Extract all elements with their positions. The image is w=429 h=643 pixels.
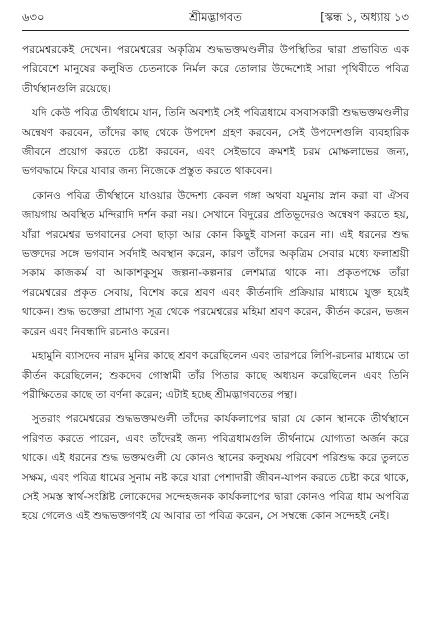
paragraph: সুতরাং পরমেশ্বরের শুদ্ধভক্তমণ্ডলী তাঁদের কার্যকলাপের দ্বারা যে কোন স্থানকে তীর্থস্থানে পরিণত করতে পারেন, এবং তাঁদেরই জন্য পবিত্রধামগুলি তীর্থনামে যোগ্যতা অর্জন করে থাকে। এই ধরনের শুদ্ধ ভক্তমণ্ডলী যে কোনও স্থানের কলুষময় পরিবেশ পরিশুদ্ধ করে তুলতে সক্ষম, এবং পবিত্র ধামের সুনাম নষ্ট করে যারা পেশাদারী জীবন-যাপন করতে চেষ্টা করে থাকে, সেই সমস্ত স্বার্থ-সংশ্লিষ্ট লোকেদের সন্দেহজনক কার্যকলাপের দ্বারা কোনও পবিত্র ধাম অপবিত্র হয়ে গেলেও এই শুদ্ধভক্তগণই যে আবার তা পবিত্র করেন, সে সম্বন্ধে কোন সন্দেহই নেই। <box>22 413 409 523</box>
book-page <box>0 4 429 643</box>
paragraph: যদি কেউ পবিত্র তীর্থধামে যান, তিনি অবশ্যই সেই পবিত্রধামে বসবাসকারী শুদ্ধভক্তমণ্ডলীর অন্বেষণ করবেন, তাঁদের কাছ থেকে উপদেশ গ্রহণ করবেন, সেই উপদেশগুলি ব্যবহারিক জীবনে প্রয়োগ করতে চেষ্টা করবেন, এবং সেইভাবে ক্রমশই চরম মোক্ষলাভের জন্য, ভগবদ্ধামে ফিরে যাবার জন্য নিজেকে প্রস্তুত করতে থাকবেন। <box>22 107 409 178</box>
body-text <box>22 41 409 527</box>
section-reference: [স্কন্ধ ১, অধ্যায় ১৩ <box>320 10 409 24</box>
paragraph: কোনও পবিত্র তীর্থস্থানে যাওয়ার উদ্দেশ্য কেবল গঙ্গা অথবা যমুনায় স্নান করা বা ঐসব জায়গায় অবস্থিত মন্দিরাদি দর্শন করা নয়। সেখানে বিদুরের প্রতিভূদেরও অন্বেষণ করতে হয়, যাঁরা পরমেশ্বর ভগবানের সেবা ছাড়া আর কোন কিছুই বাসনা করেন না। এই ধরনের শুদ্ধ ভক্তদের সঙ্গে ভগবান সর্বদাই অবস্থান করেন, কারণ তাঁদের অকৃত্রিম সেবার মধ্যে ফলাশ্রয়ী সকাম কাজকর্ম বা আকাশকুসুম জল্পনা-কল্পনার লেশমাত্র থাকে না। প্রকৃতপক্ষে তাঁরা পরমেশ্বরের প্রকৃত সেবায়, বিশেষ করে শ্রবণ এবং কীর্তনাদি প্রক্রিয়ার মাধ্যমে যুক্ত হয়েই থাকেন। শুদ্ধ ভক্তেরা প্রামাণ্য সূত্র থেকে পরমেশ্বরের মহিমা শ্রবণ করেন, কীর্তন করেন, ভজন করেন এবং নিবন্ধাদি রচনাও করেন। <box>22 189 409 338</box>
page-number: ৬৩০ <box>22 10 45 24</box>
page-header <box>22 4 409 31</box>
paragraph: মহামুনি ব্যাসদেব নারদ মুনির কাছে শ্রবণ করেছিলেন এবং তারপরে লিপি-রচনার মাধ্যমে তা কীর্তন করেছিলেন; শুকদেব গোস্বামী তাঁর পিতার কাছে অধ্যয়ন করেছিলেন এবং তিনি পরীক্ষিতের কাছে তা বর্ণনা করেন; এটাই হচ্ছে শ্রীমদ্ভাগবতের পন্থা। <box>22 350 409 401</box>
paragraph: পরমেশ্বরকেই দেখেন। পরমেশ্বরের অকৃত্রিম শুদ্ধভক্তমণ্ডলীর উপস্থিতির দ্বারা প্রভাবিত এক পরিবেশে মানুষের কলুষিত চেতনাকে নির্মল করে তোলার উদ্দেশ্যেই সারা পৃথিবীতে পবিত্র তীর্থস্থানগুলি রয়েছে। <box>22 44 409 95</box>
running-title: শ্রীমদ্ভাগবত <box>189 10 242 24</box>
